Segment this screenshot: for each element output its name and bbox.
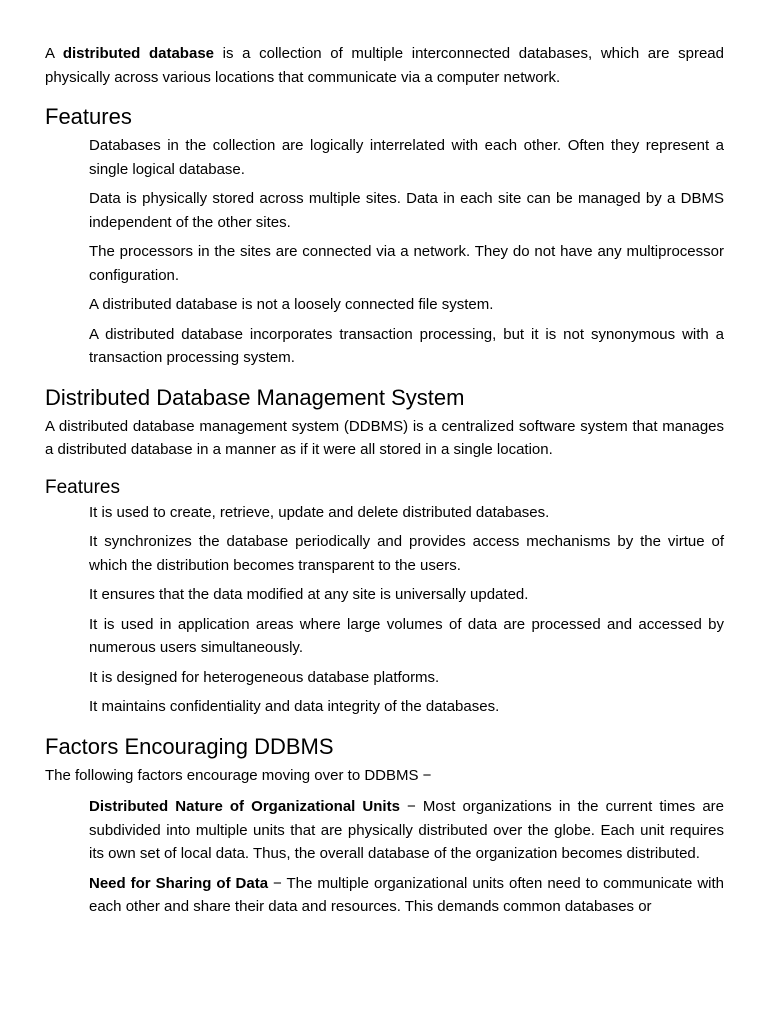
factors-heading: Factors Encouraging DDBMS (45, 733, 334, 759)
list-item: It is designed for heterogeneous database platforms. (89, 668, 440, 686)
factor-term: Distributed Nature of Organizational Units (89, 798, 400, 815)
factor-term: Need for Sharing of Data (89, 874, 269, 892)
intro-paragraph: A distributed database is a collection of multiple interconnected databases, which are spread physically across various locations that communicate via a computer network. (45, 45, 724, 86)
factors-intro-paragraph: The following factors encourage moving over to DDBMS − (45, 766, 432, 784)
features-heading: Features (45, 104, 132, 129)
list-item: Distributed Nature of Organizational Units − Most organizations in the current times are subdivided into multiple units that are physically distributed over the globe. Each unit requires its own set of local data. Thus, the overall database of the organization becomes distributed. (89, 798, 724, 862)
list-item: The processors in the sites are connected via a network. They do not have any multiprocessor configuration. (89, 243, 724, 284)
factors-list (89, 795, 724, 919)
list-item: It is used to create, retrieve, update and delete distributed databases. (89, 503, 550, 521)
list-item: Databases in the collection are logically interrelated with each other. Often they represent a single logical database. (89, 137, 724, 178)
ddbms-features-heading: Features (45, 476, 120, 498)
features-list (89, 134, 724, 370)
list-item: A distributed database incorporates transaction processing, but it is not synonymous with a transaction processing system. (89, 325, 724, 366)
list-item: It maintains confidentiality and data integrity of the databases. (89, 698, 500, 715)
intro-term: distributed database (62, 45, 214, 62)
list-item: It ensures that the data modified at any site is universally updated. (89, 586, 529, 603)
list-item: It synchronizes the database periodically and provides access mechanisms by the virtue of which the distribution becomes transparent to the users. (89, 533, 724, 574)
list-item: It is used in application areas where large volumes of data are processed and accessed by numerous users simultaneously. (89, 615, 724, 656)
list-item: Need for Sharing of Data − The multiple organizational units often need to communicate with each other and share their data and resources. This demands common databases or (89, 874, 725, 915)
ddbms-features-list (89, 501, 724, 719)
ddbms-heading: Distributed Database Management System (45, 384, 465, 410)
ddbms-intro-paragraph: A distributed database management system (DDBMS) is a centralized software system that manages a distributed database in a manner as if it were all stored in a single location. (45, 417, 724, 458)
list-item: Data is physically stored across multiple sites. Data in each site can be managed by a DBMS independent of the other sites. (89, 190, 724, 231)
list-item: A distributed database is not a loosely connected file system. (89, 296, 494, 313)
